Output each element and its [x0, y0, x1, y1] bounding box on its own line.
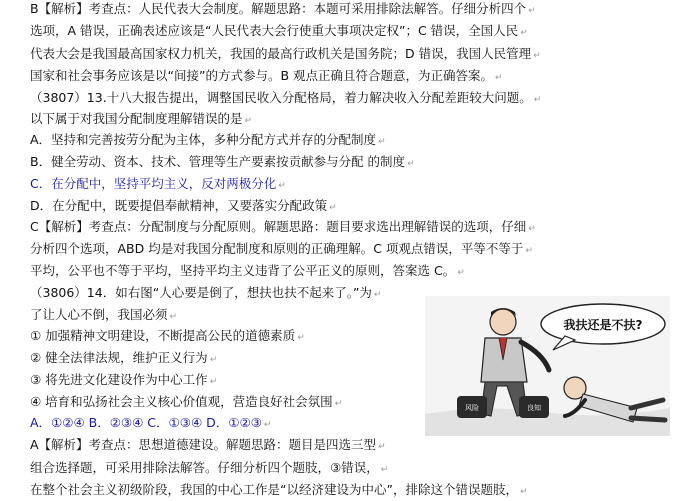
- line-text: （3806）14．如右图“人心要是倒了，想扶也扶不起来了。”为: [30, 285, 372, 300]
- line-text: 国家和社会事务应该是以“间接”的方式参与。B 观点正确且符合题意，为正确答案。: [30, 68, 494, 83]
- return-mark-icon: ↵: [380, 465, 389, 475]
- text-line-q13-b: [30, 153, 415, 171]
- text-line-q13-l2: [30, 110, 252, 128]
- text-line-q14-o4: [30, 393, 342, 411]
- line-text: 了让人心不倒，我国必须: [30, 307, 168, 322]
- text-line-a14-l2: [30, 459, 388, 477]
- return-mark-icon: ↵: [263, 420, 272, 430]
- text-line-q13-c: [30, 175, 286, 193]
- line-text: 选项，A 错误，正确表述应该是“人民代表大会行使重大事项决定权”；C 错误，全国人民: [30, 23, 519, 38]
- text-line-p1-l4: [30, 67, 503, 85]
- line-text: C．在分配中，坚持平均主义，反对两极分化: [30, 176, 277, 191]
- text-line-q14-choices: [30, 414, 271, 432]
- line-text: B【解析】考查点：人民代表大会制度。解题思路：本题可采用排除法解答。仔细分析四个: [30, 1, 527, 16]
- return-mark-icon: ↵: [533, 51, 541, 61]
- return-mark-icon: ↵: [407, 159, 415, 169]
- line-text: 代表大会是我国最高国家权力机关，我国的最高行政机关是国务院；D 错误，我国人民管理: [30, 46, 532, 61]
- return-mark-icon: ↵: [378, 442, 386, 452]
- line-text: ② 健全法律法规，维护正义行为: [30, 350, 208, 365]
- text-line-a13-l2: [30, 240, 533, 258]
- text-line-a14-l1: [30, 436, 386, 454]
- text-line-p1-l2: [30, 22, 528, 40]
- return-mark-icon: ↵: [373, 290, 382, 300]
- return-mark-icon: ↵: [378, 137, 386, 147]
- return-mark-icon: ↵: [169, 312, 178, 322]
- line-text: 以下属于对我国分配制度理解错误的是: [30, 111, 243, 126]
- return-mark-icon: ↵: [519, 487, 528, 497]
- text-line-a14-l3: [30, 481, 528, 499]
- return-mark-icon: ↵: [528, 6, 536, 16]
- line-text: D．在分配中，既要提倡奉献精神，又要落实分配政策: [30, 198, 328, 213]
- return-mark-icon: ↵: [329, 203, 337, 213]
- cartoon-illustration: [425, 296, 670, 436]
- return-mark-icon: ↵: [525, 246, 533, 256]
- text-line-a13-l1: [30, 218, 536, 236]
- line-text: ① 加强精神文明建设，不断提高公民的道德素质: [30, 328, 296, 343]
- line-text: 平均，公平也不等于平均，坚持平均主义违背了公平正义的原则，答案选 C。: [30, 263, 456, 278]
- return-mark-icon: ↵: [297, 333, 305, 343]
- text-line-q14-o1: [30, 327, 305, 345]
- line-text: ④ 培育和弘扬社会主义核心价值观，营造良好社会氛围: [30, 394, 333, 409]
- line-text: A【解析】考查点：思想道德建设。解题思路：题目是四选三型: [30, 437, 377, 452]
- line-text: 组合选择题，可采用排除法解答。仔细分析四个题肢，③错误，: [30, 460, 379, 475]
- return-mark-icon: ↵: [209, 377, 218, 387]
- text-line-a13-l3: [30, 262, 465, 280]
- return-mark-icon: ↵: [209, 355, 218, 365]
- return-mark-icon: ↵: [278, 181, 286, 191]
- line-text: ③ 将先进文化建设作为中心工作: [30, 372, 208, 387]
- line-text: （3807）13.十八大报告提出，调整国民收入分配格局，着力解决收入分配差距较大问题。: [30, 90, 532, 105]
- text-line-q13-l1: [30, 89, 541, 107]
- return-mark-icon: ↵: [495, 73, 503, 83]
- line-text: A．①②④ B．②③④ C．①③④ D．①②③: [30, 415, 262, 430]
- line-text: B．健全劳动、资本、技术、管理等生产要素按贡献参与分配 的制度: [30, 154, 406, 169]
- return-mark-icon: ↵: [533, 95, 542, 105]
- return-mark-icon: ↵: [520, 28, 528, 38]
- speech-bubble-text: 我扶还是不扶?: [563, 318, 643, 332]
- return-mark-icon: ↵: [457, 268, 465, 278]
- weight-right-label: 良知: [527, 404, 541, 412]
- line-text: A．坚持和完善按劳分配为主体，多种分配方式并存的分配制度: [30, 132, 377, 147]
- line-text: 分析四个选项，ABD 均是对我国分配制度和原则的正确理解。C 项观点错误，平等不等于: [30, 241, 524, 256]
- return-mark-icon: ↵: [244, 116, 253, 126]
- text-line-q14-o3: [30, 371, 217, 389]
- line-text: 在整个社会主义初级阶段，我国的中心工作是“以经济建设为中心”，排除这个错误题肢，: [30, 482, 518, 497]
- text-line-q14-l2: [30, 306, 177, 324]
- return-mark-icon: ↵: [528, 224, 536, 234]
- return-mark-icon: ↵: [334, 399, 343, 409]
- text-line-q13-a: [30, 131, 386, 149]
- text-line-q13-d: [30, 197, 337, 215]
- text-line-p1-l1: [30, 0, 536, 18]
- weight-left-label: 风险: [465, 404, 479, 412]
- line-text: C【解析】考查点：分配制度与分配原则。解题思路：题目要求选出理解错误的选项，仔细: [30, 219, 527, 234]
- text-line-p1-l3: [30, 45, 541, 63]
- cartoon-svg: [425, 296, 670, 436]
- text-line-q14-l1: [30, 284, 381, 302]
- text-line-q14-o2: [30, 349, 217, 367]
